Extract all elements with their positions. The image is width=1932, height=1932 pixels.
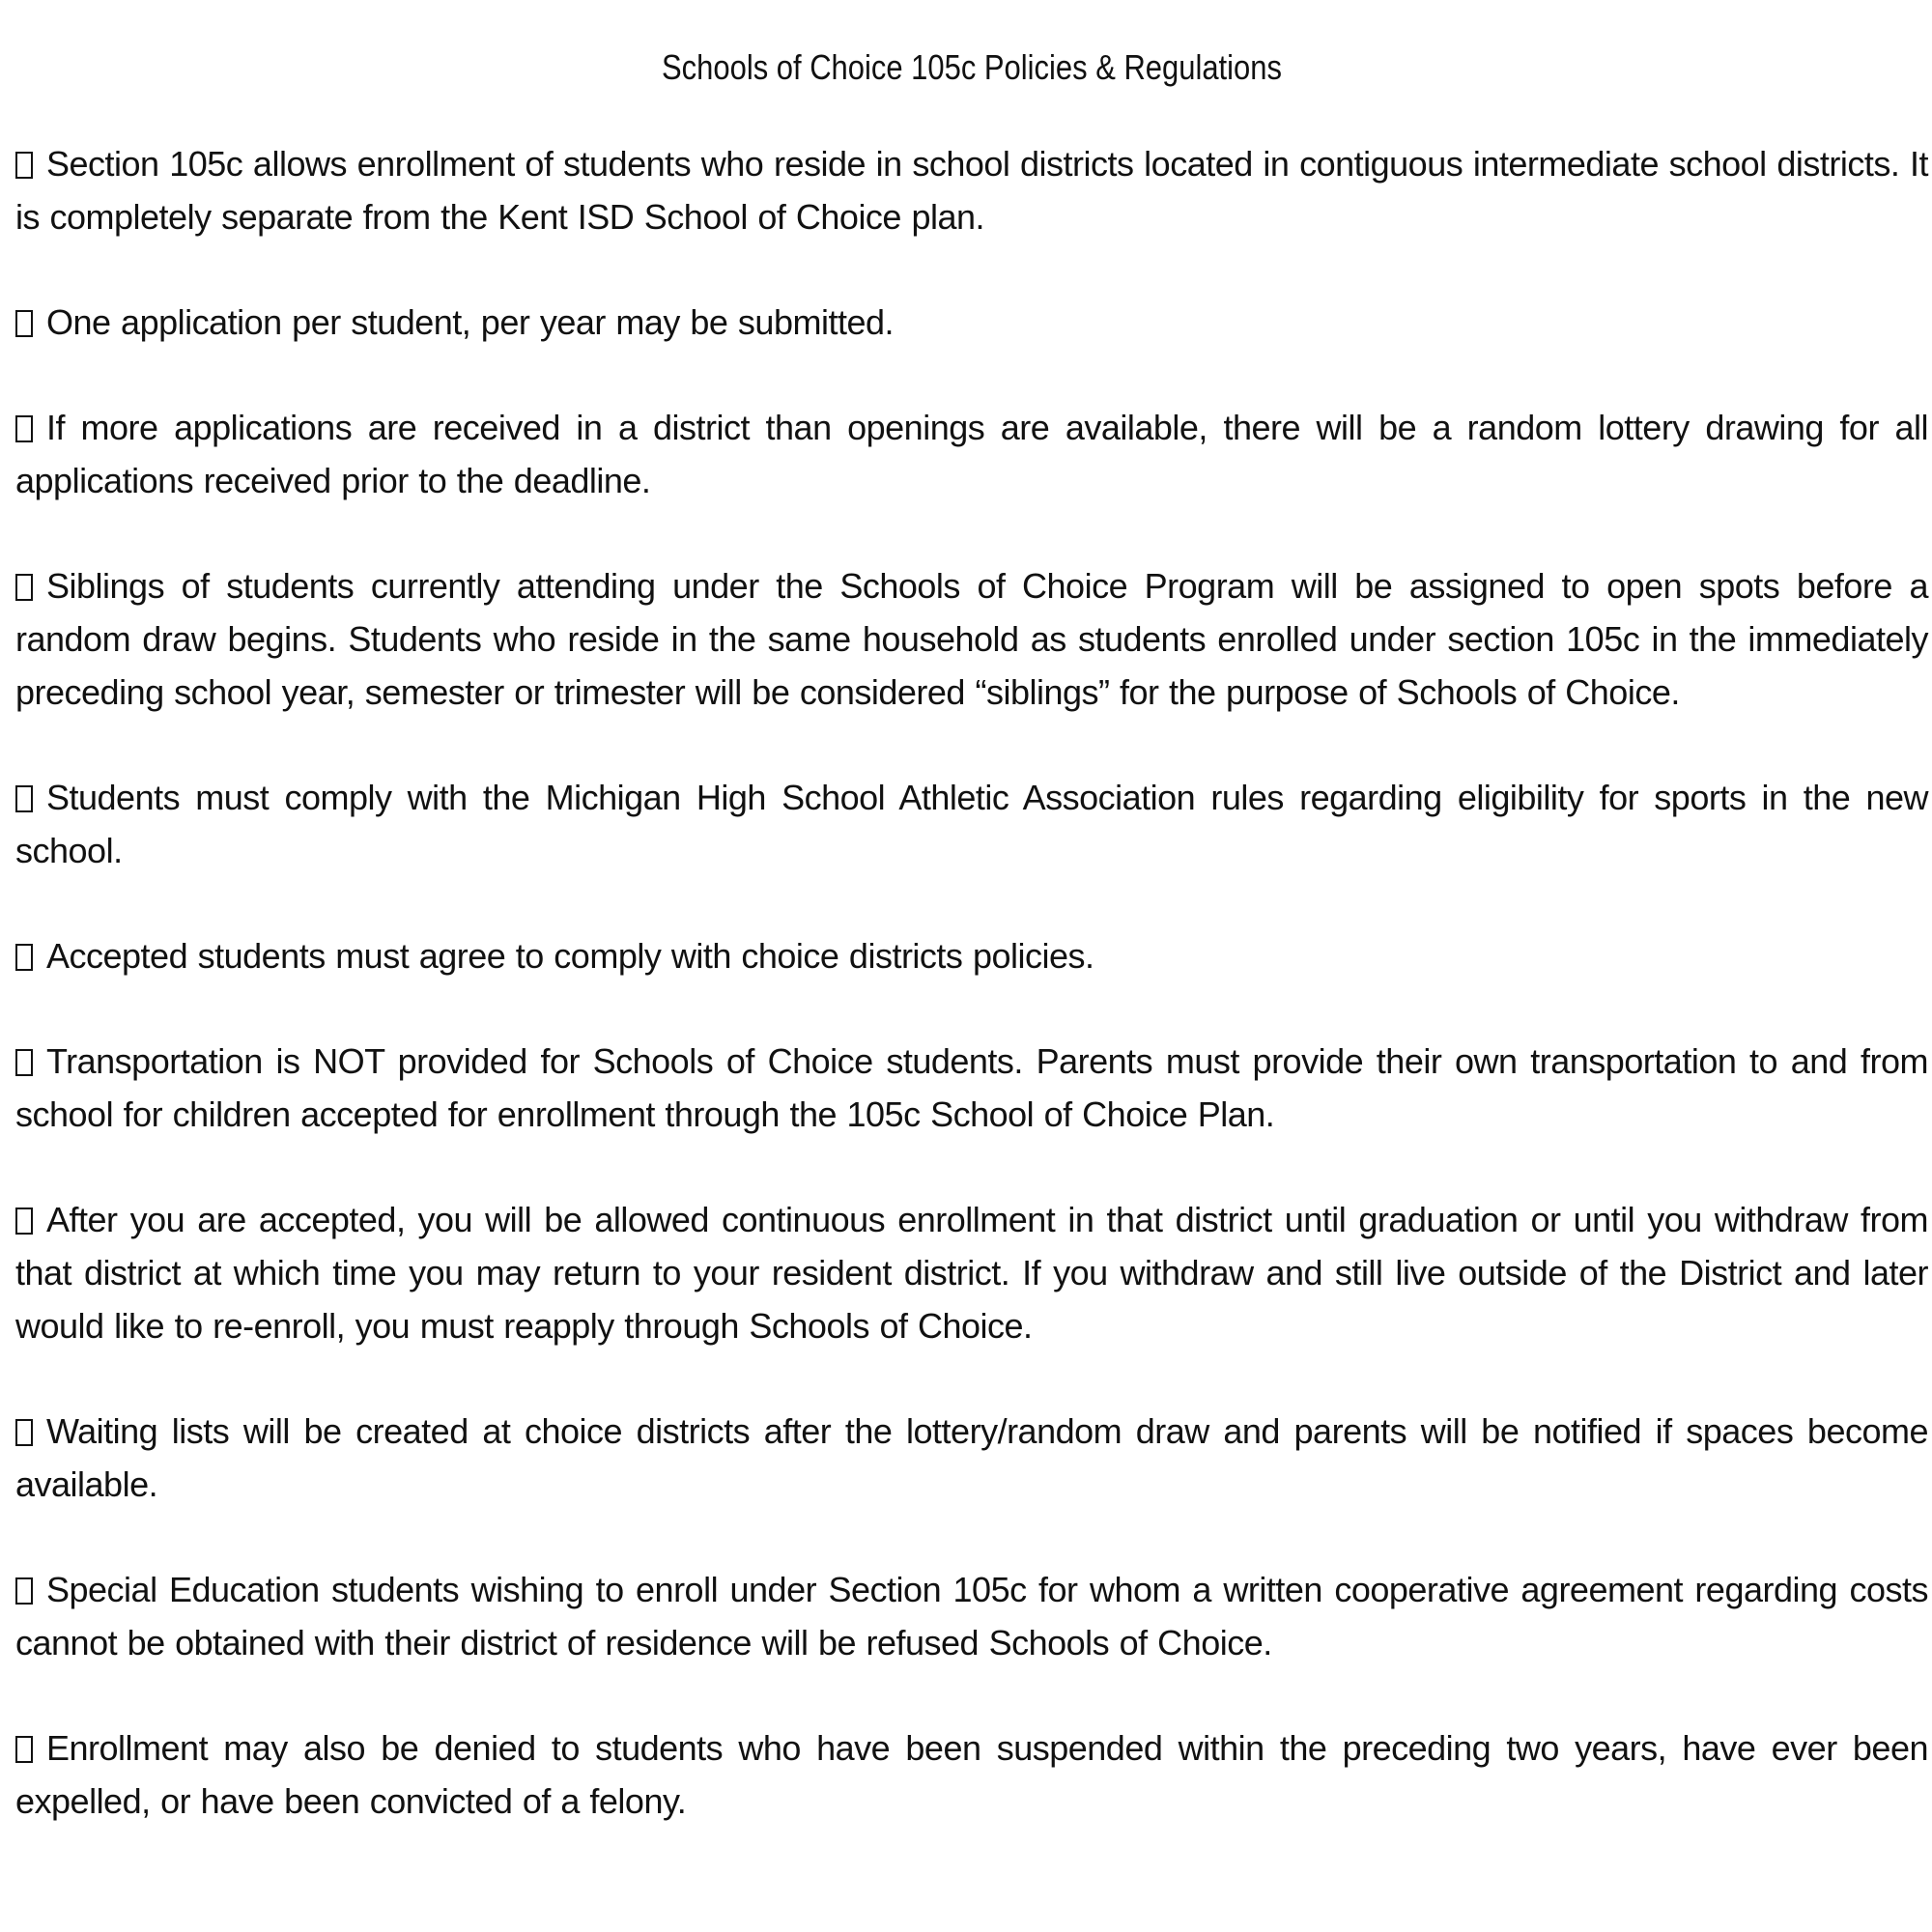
policy-item	[15, 1035, 1928, 1141]
empty-square-icon	[15, 1736, 33, 1763]
empty-square-icon	[15, 574, 33, 601]
policy-text: Accepted students must agree to comply with choice districts policies.	[46, 936, 1094, 976]
policy-text: Special Education students wishing to enroll under Section 105c for whom a written cooperative agreement regarding costs cannot be obtained with their district of residence will be refused Schools of Choice.	[15, 1570, 1928, 1662]
policy-text: Siblings of students currently attending under the Schools of Choice Program will be assigned to open spots before a random draw begins. Students who reside in the same household as students enrolled under section 105c in the immediately preceding school year, semester or trimester will be considered “siblings” for the purpose of Schools of Choice.	[15, 566, 1928, 712]
policy-text: Transportation is NOT provided for Schools of Choice students. Parents must provide their own transportation to and from school for children accepted for enrollment through the 105c School of Choice Plan.	[15, 1041, 1928, 1134]
policy-list	[15, 137, 1928, 1828]
empty-square-icon	[15, 1577, 33, 1605]
empty-square-icon	[15, 1419, 33, 1446]
policy-item	[15, 296, 1928, 349]
policy-item	[15, 137, 1928, 243]
policy-text: If more applications are received in a district than openings are available, there will be a random lottery drawing for all applications received prior to the deadline.	[15, 408, 1928, 500]
policy-item	[15, 1563, 1928, 1669]
policy-item	[15, 559, 1928, 719]
document-title: Schools of Choice 105c Policies & Regulations	[662, 47, 1282, 87]
policy-item	[15, 1721, 1928, 1828]
policy-item	[15, 401, 1928, 507]
empty-square-icon	[15, 1049, 33, 1076]
policy-text: After you are accepted, you will be allowed continuous enrollment in that district until graduation or until you withdraw from that district at which time you may return to your resident district. If you withdraw and still live outside of the District and later would like to re-enroll, you must reapply through Schools of Choice.	[15, 1200, 1928, 1346]
policy-text: Students must comply with the Michigan High School Athletic Association rules regarding eligibility for sports in the new school.	[15, 778, 1928, 870]
policy-text: Enrollment may also be denied to students who have been suspended within the preceding two years, have ever been expelled, or have been convicted of a felony.	[15, 1728, 1928, 1821]
empty-square-icon	[15, 310, 33, 337]
empty-square-icon	[15, 1208, 33, 1235]
empty-square-icon	[15, 944, 33, 971]
empty-square-icon	[15, 152, 33, 179]
policy-item	[15, 929, 1928, 982]
policy-item	[15, 771, 1928, 877]
policy-item	[15, 1405, 1928, 1511]
empty-square-icon	[15, 415, 33, 442]
policy-item	[15, 1193, 1928, 1352]
policy-text: One application per student, per year may be submitted.	[46, 302, 895, 342]
policy-text: Section 105c allows enrollment of students who reside in school districts located in contiguous intermediate school districts. It is completely separate from the Kent ISD School of Choice plan.	[15, 144, 1928, 237]
document-page	[15, 37, 1928, 1828]
empty-square-icon	[15, 785, 33, 812]
policy-text: Waiting lists will be created at choice districts after the lottery/random draw and parents will be notified if spaces become available.	[15, 1411, 1928, 1504]
